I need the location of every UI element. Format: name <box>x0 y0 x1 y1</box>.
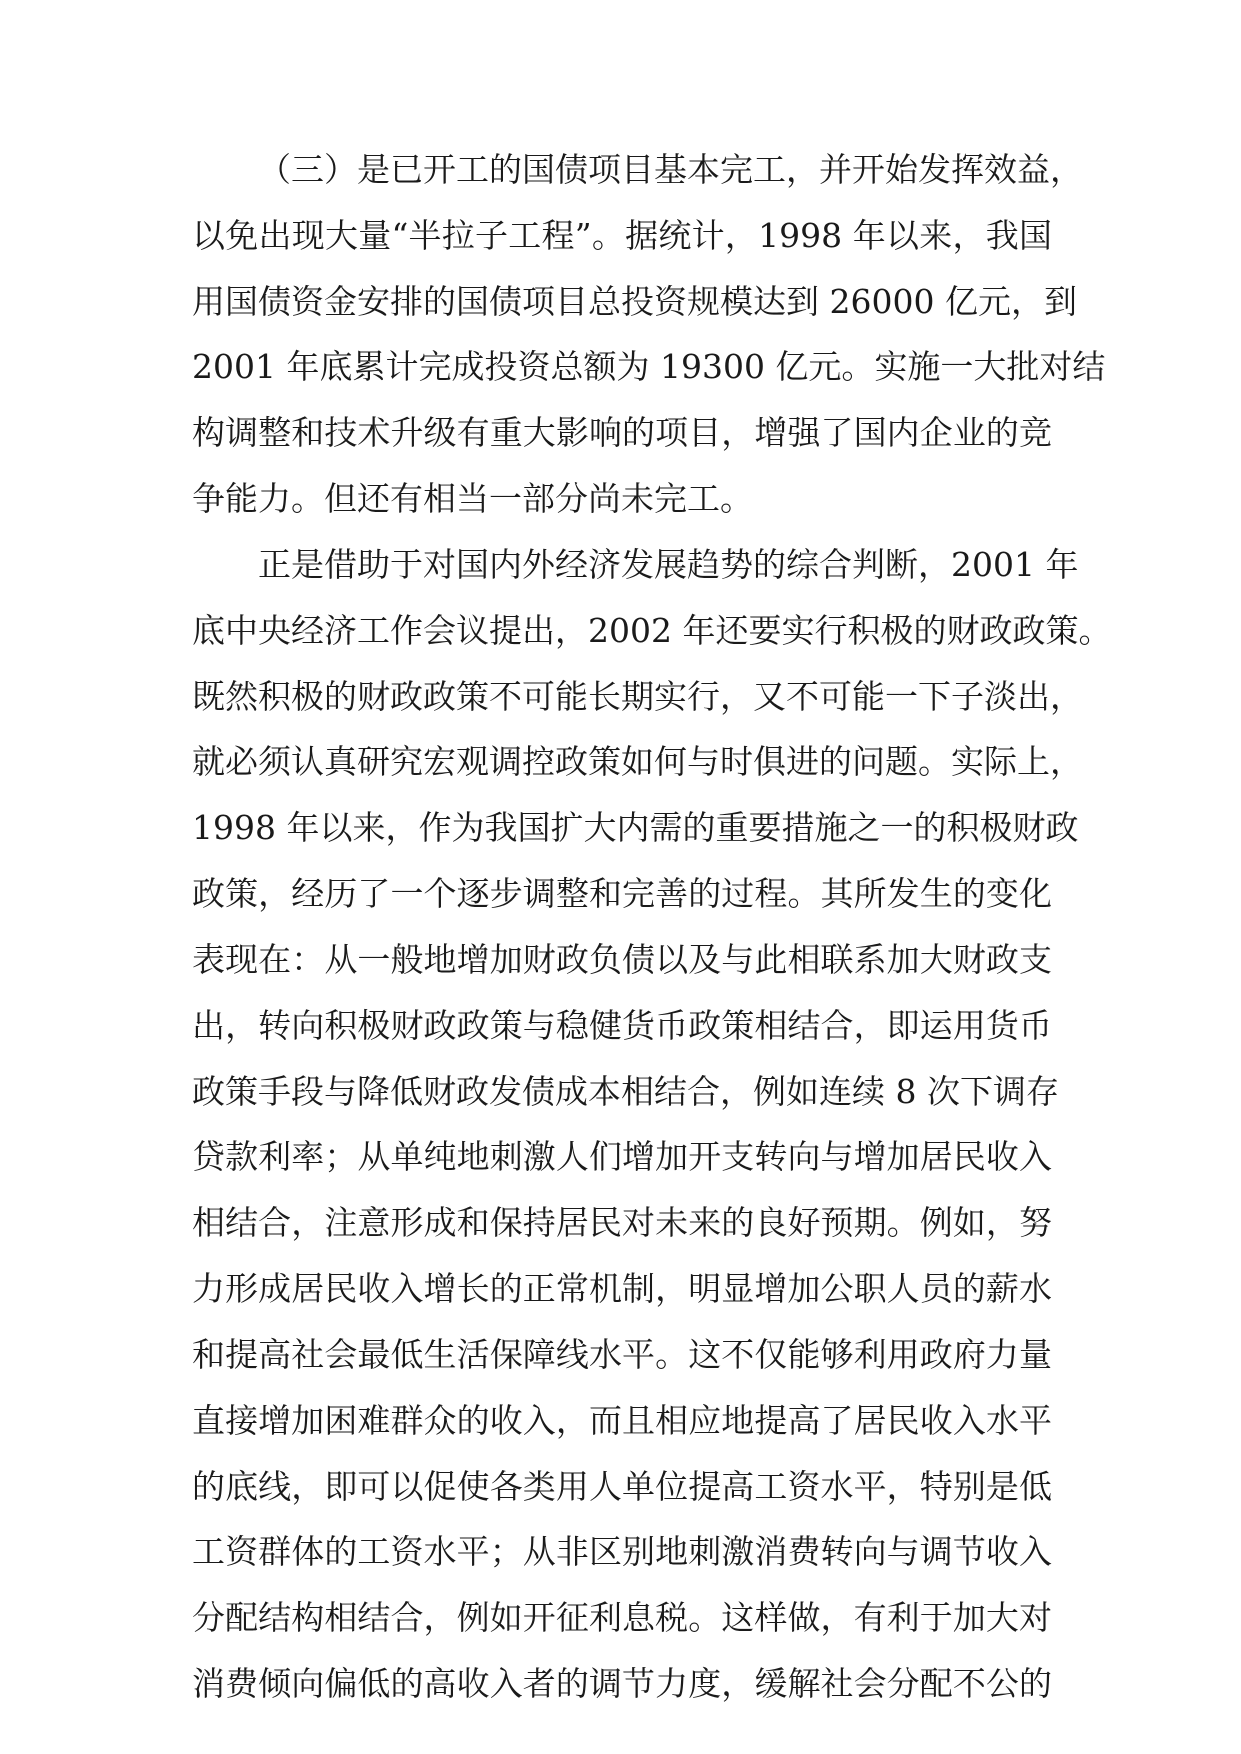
paragraph-2-line-12: 力形成居民收入增长的正常机制，明显增加公职人员的薪水 <box>192 1269 1052 1309</box>
paragraph-2-line-15: 的底线，即可以促使各类用人单位提高工资水平，特别是低 <box>192 1466 1052 1506</box>
paragraph-1-line-2: 以免出现大量“半拉子工程”。据统计，1998 年以来，我国 <box>192 215 1052 255</box>
paragraph-2-line-6: 政策，经历了一个逐步调整和完善的过程。其所发生的变化 <box>192 874 1052 914</box>
paragraph-1-line-5: 构调整和技术升级有重大影响的项目，增强了国内企业的竞 <box>192 413 1052 453</box>
paragraph-1-line-3: 用国债资金安排的国债项目总投资规模达到 26000 亿元，到 <box>192 281 1077 321</box>
paragraph-2-line-5: 1998 年以来，作为我国扩大内需的重要措施之一的积极财政 <box>192 808 1079 848</box>
paragraph-2-line-2: 底中央经济工作会议提出，2002 年还要实行积极的财政政策。 <box>192 610 1112 650</box>
paragraph-2-line-4: 就必须认真研究宏观调控政策如何与时俱进的问题。实际上， <box>192 742 1083 782</box>
paragraph-2-line-16: 工资群体的工资水平；从非区别地刺激消费转向与调节收入 <box>192 1532 1052 1572</box>
paragraph-2-line-13: 和提高社会最低生活保障线水平。这不仅能够利用政府力量 <box>192 1334 1052 1374</box>
paragraph-2-line-3: 既然积极的财政政策不可能长期实行，又不可能一下子淡出， <box>192 676 1083 716</box>
paragraph-1-line-6: 争能力。但还有相当一部分尚未完工。 <box>192 479 753 519</box>
paragraph-2-line-8: 出，转向积极财政政策与稳健货币政策相结合，即运用货币 <box>192 1005 1052 1045</box>
paragraph-1-line-4: 2001 年底累计完成投资总额为 19300 亿元。实施一大批对结 <box>192 347 1106 387</box>
paragraph-2-line-10: 贷款利率；从单纯地刺激人们增加开支转向与增加居民收入 <box>192 1137 1052 1177</box>
paragraph-2-line-14: 直接增加困难群众的收入，而且相应地提高了居民收入水平 <box>192 1400 1052 1440</box>
paragraph-2-line-17: 分配结构相结合，例如开征利息税。这样做，有利于加大对 <box>192 1598 1052 1638</box>
paragraph-2-line-7: 表现在：从一般地增加财政负债以及与此相联系加大财政支 <box>192 939 1052 979</box>
paragraph-2-line-9: 政策手段与降低财政发债成本相结合，例如连续 8 次下调存 <box>192 1071 1059 1111</box>
paragraph-1-line-1: （三）是已开工的国债项目基本完工，并开始发挥效益， <box>258 150 1083 189</box>
paragraph-2-line-11: 相结合，注意形成和保持居民对未来的良好预期。例如，努 <box>192 1203 1052 1243</box>
paragraph-2-line-1: 正是借助于对国内外经济发展趋势的综合判断，2001 年 <box>258 544 1079 584</box>
paragraph-2-line-18: 消费倾向偏低的高收入者的调节力度，缓解社会分配不公的 <box>192 1664 1052 1703</box>
